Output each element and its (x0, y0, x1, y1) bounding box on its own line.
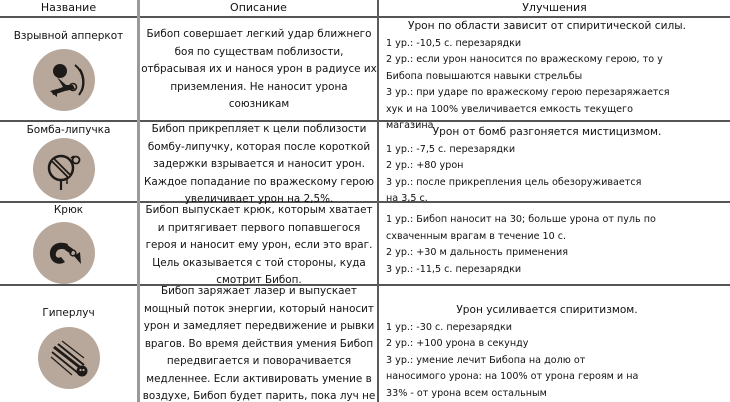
ability-upgrades (386, 212, 730, 278)
hyper-beam-icon (38, 327, 100, 389)
header-upgrades: Улучшения (522, 1, 587, 14)
ability-description: Бибоп прикрепляет к цели поблизости бомбу-липучку, которая после короткой задержки взрывается и наносит урон. Каждое попадание по вражескому герою увеличивает урон на 2,5%. (144, 123, 374, 205)
ability-upgrades (386, 124, 730, 208)
upgrade-level-1: 1 ур.: Бибоп наносит на 30; больше урона от пуль по схваченным врагам в течение 10 с. (386, 214, 656, 242)
ability-name: Взрывной апперкот (13, 30, 124, 42)
upgrade-level-3: 3 ур.: при ударе по вражескому герою перезаряжается хук и на 100% увеличивается емкость текущего магазина (386, 87, 670, 131)
column-divider (137, 0, 140, 402)
column-divider (377, 0, 379, 402)
ability-upgrades (386, 18, 730, 135)
ability-description: Бибоп совершает легкий удар ближнего боя по существам поблизости, отбрасывая их и нанося урон в радиусе их приземления. Не наносит урона союзникам (141, 28, 377, 110)
upgrade-level-2: 2 ур.: +100 урона в секунду (386, 338, 529, 349)
header-name: Название (40, 1, 97, 14)
upgrade-level-1: 1 ур.: -10,5 с. перезарядки (386, 37, 522, 49)
upgrades-summary: Урон по области зависит от спиритической силы. (407, 20, 687, 32)
upgrade-level-2: 2 ур.: если урон наносится по вражескому герою, то у Бибопа повышаются навыки стрельбы (386, 54, 663, 82)
ability-name: Гиперлуч (42, 307, 95, 319)
upgrades-summary: Урон усиливается спиритизмом. (456, 304, 638, 316)
ability-description: Бибоп выпускает крюк, которым хватает и притягивает первого попавшегося героя и наносит ему урон, если это враг. Цель оказывается с той стороны, куда смотрит Бибоп. (145, 204, 373, 286)
upgrade-level-3: 3 ур.: умение лечит Бибопа на долю от наносимого урона: на 100% от урона героям и на 33% - от урона всем остальным (386, 354, 639, 399)
upgrade-level-2: 2 ур.: +30 м дальность применения (386, 247, 569, 258)
ability-name: Бомба-липучка (26, 124, 111, 136)
hook-icon (33, 222, 95, 284)
upgrades-summary: Урон от бомб разгоняется мистицизмом. (432, 126, 662, 138)
uppercut-fist-icon (33, 49, 95, 111)
upgrade-level-2: 2 ур.: +80 урон (386, 160, 464, 171)
upgrade-level-1: 1 ур.: -7,5 с. перезарядки (386, 143, 516, 155)
upgrade-level-3: 3 ур.: -11,5 с. перезарядки (386, 263, 522, 275)
ability-description: Бибоп заряжает лазер и выпускает мощный поток энергии, который наносит урон и замедляет передвижение и рывки врагов. Во время действия умения Бибоп передвигается и поворачивается медленнее. Если активировать умение в воздухе, Бибоп будет парить, пока луч не (142, 285, 376, 402)
ability-upgrades (386, 302, 730, 402)
header-description: Описание (230, 1, 287, 14)
sticky-bomb-icon (33, 138, 95, 200)
upgrade-level-3: 3 ур.: после прикрепления цель обезоруживается на 3,5 с. (386, 176, 642, 204)
upgrade-level-1: 1 ур.: -30 с. перезарядки (386, 321, 513, 333)
ability-name: Крюк (53, 204, 84, 216)
